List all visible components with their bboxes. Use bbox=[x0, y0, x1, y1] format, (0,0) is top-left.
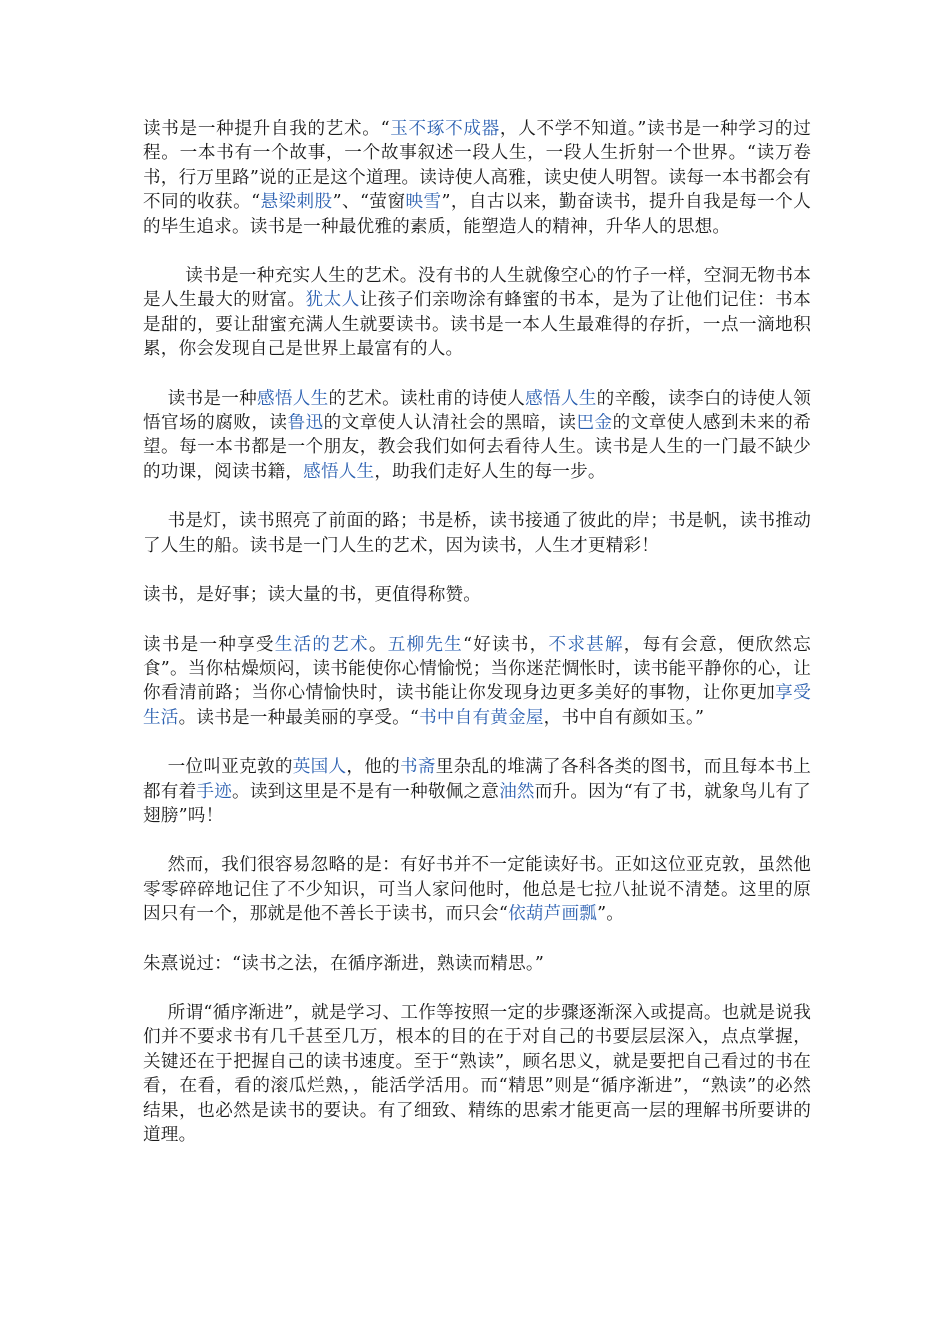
paragraph-7 bbox=[143, 755, 811, 828]
text-run: 的文章使人认清社会的黑暗，读 bbox=[323, 413, 577, 434]
text-run: 一位叫亚克敦的 bbox=[167, 757, 293, 778]
text-run: 读书是一种提升自我的艺术。“ bbox=[143, 119, 390, 139]
text-run: 读书，是好事；读大量的书，更值得称赞。 bbox=[143, 585, 482, 606]
hyperlink[interactable]: 油然 bbox=[499, 781, 535, 802]
text-run: ，每有会意，便欣然忘食”。当你枯燥烦闷，读书能使你心情愉悦；当你迷茫惆怅时，读书能平静你的心，让你看清前路；当你心情愉快时，读书能让你发现身边更多美好的事物，让你更加 bbox=[143, 634, 811, 704]
hyperlink[interactable]: 书斋 bbox=[400, 757, 436, 778]
text-run: 书是灯，读书照亮了前面的路；书是桥，读书接通了彼此的岸；书是帆，读书推动了人生的船。读书是一门人生的艺术，因为读书，人生才更精彩！ bbox=[143, 511, 811, 556]
paragraph-2 bbox=[143, 264, 811, 362]
text-run: 的艺术。读杜甫的诗使人 bbox=[328, 388, 526, 409]
text-run: ，人不学不知道。”读书是一种学习的过程。一本书有一个故事，一个故事叙述一段人生，一段人生折射一个世界。“读万卷书，行万里路”说的正是这个道理。读诗使人高雅，读史使人明智。读每一本书都会有不同的收获。“ bbox=[143, 119, 812, 213]
paragraph-1 bbox=[143, 117, 811, 239]
hyperlink[interactable]: 映雪 bbox=[405, 192, 442, 213]
text-run: ”。 bbox=[597, 904, 625, 925]
text-run: 的文章使人感到未来的希望。每一本书都是一个朋友，教会我们如何去看待人生。读书是人生的一门最不缺少的功课，阅读书籍， bbox=[143, 413, 811, 482]
paragraph-3 bbox=[143, 387, 811, 485]
text-run: ，他的 bbox=[346, 757, 400, 778]
text-run: ，书中自有颜如玉。” bbox=[543, 707, 705, 728]
text-run: 读书是一种 bbox=[167, 388, 257, 409]
hyperlink[interactable]: 依葫芦画瓢 bbox=[508, 904, 598, 925]
text-run: 朱熹说过：“读书之法，在循序渐进，熟读而精思。” bbox=[143, 953, 545, 974]
text-run: 让孩子们亲吻涂有蜂蜜的书本，是为了让他们记住：书本是甜的，要让甜蜜充满人生就要读书。读书是一本人生最难得的存折，一点一滴地积累，你会发现自己是世界上最富有的人。 bbox=[143, 290, 811, 360]
text-run: 读书是一种充实人生的艺术。没有书的人生就像空心的竹子一样，空洞无物书本是人生最大的财富。 bbox=[143, 266, 811, 311]
hyperlink[interactable]: 玉不琢不成器 bbox=[389, 119, 500, 139]
paragraph-8 bbox=[143, 853, 811, 926]
text-run: “好读书， bbox=[462, 634, 549, 655]
paragraph-9 bbox=[143, 952, 811, 976]
paragraph-5 bbox=[143, 583, 811, 607]
hyperlink[interactable]: 手迹 bbox=[196, 781, 233, 802]
hyperlink[interactable]: 享受生活 bbox=[143, 683, 811, 728]
hyperlink[interactable]: 不求甚解 bbox=[548, 634, 624, 655]
text-run: ，助我们走好人生的每一步。 bbox=[374, 461, 606, 482]
hyperlink[interactable]: 五柳先生 bbox=[387, 634, 463, 655]
hyperlink[interactable]: 感悟人生 bbox=[257, 388, 329, 409]
text-run: ”，自古以来，勤奋读书，提升自我是每一个人的毕生追求。读书是一种最优雅的素质，能塑造人的精神，升华人的思想。 bbox=[143, 192, 811, 237]
article-body bbox=[143, 117, 811, 1172]
text-run: 的辛酸，读李白的诗使人领悟官场的腐败，读 bbox=[143, 388, 811, 434]
text-run: 。读到这里是不是有一种敬佩之意 bbox=[232, 781, 500, 802]
hyperlink[interactable]: 感悟人生 bbox=[303, 461, 375, 482]
hyperlink[interactable]: 鲁迅 bbox=[287, 413, 324, 434]
text-run: 里杂乱的堆满了各科各类的图书，而且每本书上都有着 bbox=[143, 757, 812, 802]
text-run: 读书是一种享受 bbox=[143, 634, 275, 655]
hyperlink[interactable]: 书中自有黄金屋 bbox=[419, 707, 544, 728]
hyperlink[interactable]: 英国人 bbox=[292, 757, 347, 778]
hyperlink[interactable]: 巴金 bbox=[576, 413, 613, 434]
text-run: ”、“萤窗 bbox=[332, 192, 406, 213]
paragraph-4 bbox=[143, 509, 811, 558]
hyperlink[interactable]: 犹太人 bbox=[305, 290, 360, 311]
text-run: 然而，我们很容易忽略的是：有好书并不一定能读好书。正如这位亚克敦，虽然他零零碎碎地记住了不少知识，可当人家问他时，他总是七拉八扯说不清楚。这里的原因只有一个，那就是他不善长于读书，而只会“ bbox=[143, 855, 811, 925]
text-run: 而升。因为“有了书，就象鸟儿有了翅膀”吗！ bbox=[143, 781, 811, 826]
paragraph-6 bbox=[143, 633, 811, 731]
hyperlink[interactable]: 悬梁刺股 bbox=[260, 192, 333, 213]
hyperlink[interactable]: 感悟人生 bbox=[525, 388, 597, 409]
text-run: 。 bbox=[368, 634, 388, 655]
hyperlink[interactable]: 生活的艺术 bbox=[274, 634, 369, 655]
paragraph-10 bbox=[143, 1001, 811, 1147]
text-run: 。读书是一种最美丽的享受。“ bbox=[178, 707, 420, 728]
text-run: 所谓“循序渐进”，就是学习、工作等按照一定的步骤逐渐深入或提高。也就是说我们并不要求书有几千甚至几万，根本的目的在于对自己的书要层层深入，点点掌握，关键还在于把握自己的读书速度。至于“熟读”，顾名思义，就是要把自己看过的书在看，在看，看的滚瓜烂熟，，能活学活用。而“精思”则是“循序渐进”，“熟读”的必然结果，也必然是读书的要诀。有了细致、精练的思索才能更高一层的理解书所要讲的道理。 bbox=[143, 1002, 811, 1145]
